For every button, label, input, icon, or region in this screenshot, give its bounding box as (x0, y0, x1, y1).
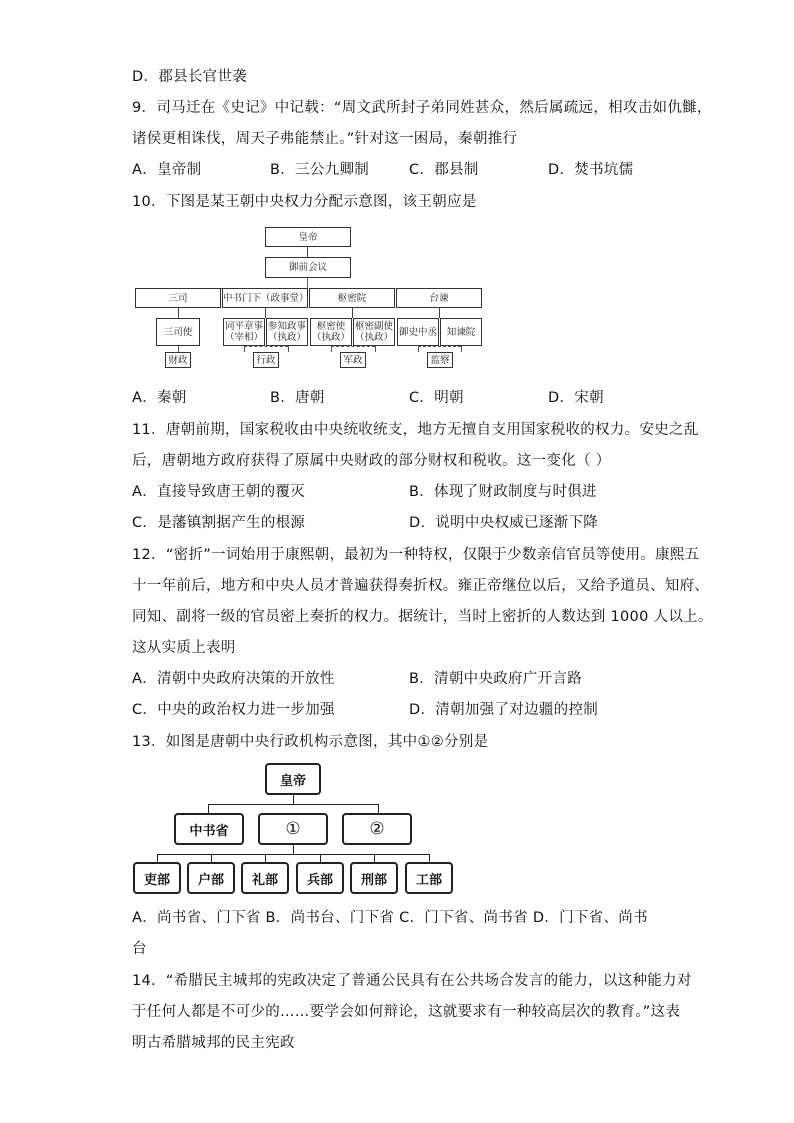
diagram1-func-finance: 财政 (165, 352, 191, 368)
q14-stem-line2: 于任何人都是不可少的……要学会如何辩论，这就要求有一种较高层次的教育。”这表 (132, 1004, 681, 1020)
q11-stem-line1: 11．唐朝前期，国家税收由中央统收统支，地方无擅自支用国家税收的权力。安史之乱 (132, 422, 699, 438)
q12-option-c: C．中央的政治权力进一步加强 (132, 702, 335, 718)
q14-stem-line3: 明古希腊城邦的民主宪政 (132, 1035, 295, 1051)
diagram1-func-admin: 行政 (253, 352, 279, 368)
q9-option-d: D．焚书坑儒 (548, 162, 634, 178)
diagram1-sub-shumishi: 枢密使 （执政） (310, 318, 352, 346)
q10-option-c: C．明朝 (409, 390, 464, 406)
q11-option-c: C．是藩镇割据产生的根源 (132, 515, 306, 531)
diagram2-blank-1: ① (258, 813, 328, 845)
diagram1-func-supervision: 监察 (427, 352, 453, 368)
diagram1-dept-zhongshu: 中书门下（政事堂） (222, 288, 308, 308)
diagram2-hubu: 户部 (187, 862, 235, 894)
q12-option-b: B．清朝中央政府广开言路 (409, 671, 583, 687)
diagram1-dept-shumiyuan: 枢密院 (309, 288, 395, 308)
q9-stem-line1: 9．司马迁在《史记》中记载：“周文武所封子弟同姓甚众，然后属疏远，相攻击如仇雠， (132, 100, 712, 116)
q9-option-c: C．郡县制 (409, 162, 479, 178)
q11-option-d: D．说明中央权威已逐渐下降 (409, 515, 599, 531)
q13-stem: 13．如图是唐朝中央行政机构示意图，其中①②分别是 (132, 734, 489, 750)
diagram1-sub-shumifushi: 枢密副使 （执政） (353, 318, 395, 346)
q12-stem-line2: 十一年前后，地方和中央人员才普遍获得奏折权。雍正帝继位以后，又给予道员、知府、 (132, 578, 710, 594)
q9-stem-line2: 诸侯更相诛伐，周天子弗能禁止。”针对这一困局，秦朝推行 (132, 131, 518, 147)
q8-option-d: D．郡县长官世袭 (132, 69, 248, 85)
q12-stem-line1: 12．“密折”一词始用于康熙朝，最初为一种特权，仅限于少数亲信官员等使用。康熙五 (132, 547, 700, 563)
q14-stem-line1: 14．“希腊民主城邦的宪政决定了普通公民具有在公共场合发言的能力，以这种能力对 (132, 973, 692, 989)
diagram1-sub-canzhi: 参知政事 （执政） (266, 318, 308, 346)
q11-option-b: B．体现了财政制度与时俱进 (409, 484, 597, 500)
diagram2-libu-rites: 礼部 (241, 862, 289, 894)
diagram2-libu-personnel: 吏部 (133, 862, 181, 894)
q12-stem-line3: 同知、副将一级的官员密上奏折的权力。据统计，当时上密折的人数达到 1000 人以上。 (132, 609, 713, 625)
q12-option-a: A．清朝中央政府决策的开放性 (132, 671, 335, 687)
diagram2-xingbu: 刑部 (350, 862, 398, 894)
diagram2-emperor: 皇帝 (265, 763, 321, 795)
q13-options: A．尚书省、门下省 B．尚书台、门下省 C．门下省、尚书省 D．门下省、尚书 (132, 910, 648, 926)
diagram1-sub-pingzhang: 同平章事 （宰相） (223, 318, 265, 346)
q9-option-b: B．三公九卿制 (270, 162, 370, 178)
q11-option-a: A．直接导致唐王朝的覆灭 (132, 484, 306, 500)
diagram1-func-military: 军政 (340, 352, 366, 368)
q9-option-a: A．皇帝制 (132, 162, 202, 178)
diagram1-sub-zhijian: 知谏院 (440, 318, 482, 346)
diagram1-council: 御前会议 (265, 257, 351, 278)
diagram1-dept-sansi: 三司 (135, 288, 221, 308)
diagram2-gongbu: 工部 (405, 862, 453, 894)
diagram1-sub-sansishi: 三司使 (156, 318, 200, 346)
q13-options-cont: 台 (132, 941, 147, 957)
q12-stem-line4: 这从实质上表明 (132, 640, 236, 656)
diagram1-emperor: 皇帝 (265, 227, 351, 247)
q11-stem-line2: 后，唐朝地方政府获得了原属中央财政的部分财权和税收。这一变化（ ） (132, 453, 611, 469)
q12-option-d: D．清朝加强了对边疆的控制 (409, 702, 599, 718)
diagram2-bingbu: 兵部 (296, 862, 344, 894)
q10-option-d: D．宋朝 (548, 390, 604, 406)
q10-option-a: A．秦朝 (132, 390, 187, 406)
q10-option-b: B．唐朝 (270, 390, 325, 406)
q10-stem: 10．下图是某王朝中央权力分配示意图，该王朝应是 (132, 194, 477, 210)
diagram2-zhongshu: 中书省 (174, 813, 244, 845)
diagram1-dept-taijian: 台谏 (396, 288, 482, 308)
diagram2-blank-2: ② (342, 813, 412, 845)
diagram1-sub-yushi: 御史中丞 (397, 318, 439, 346)
